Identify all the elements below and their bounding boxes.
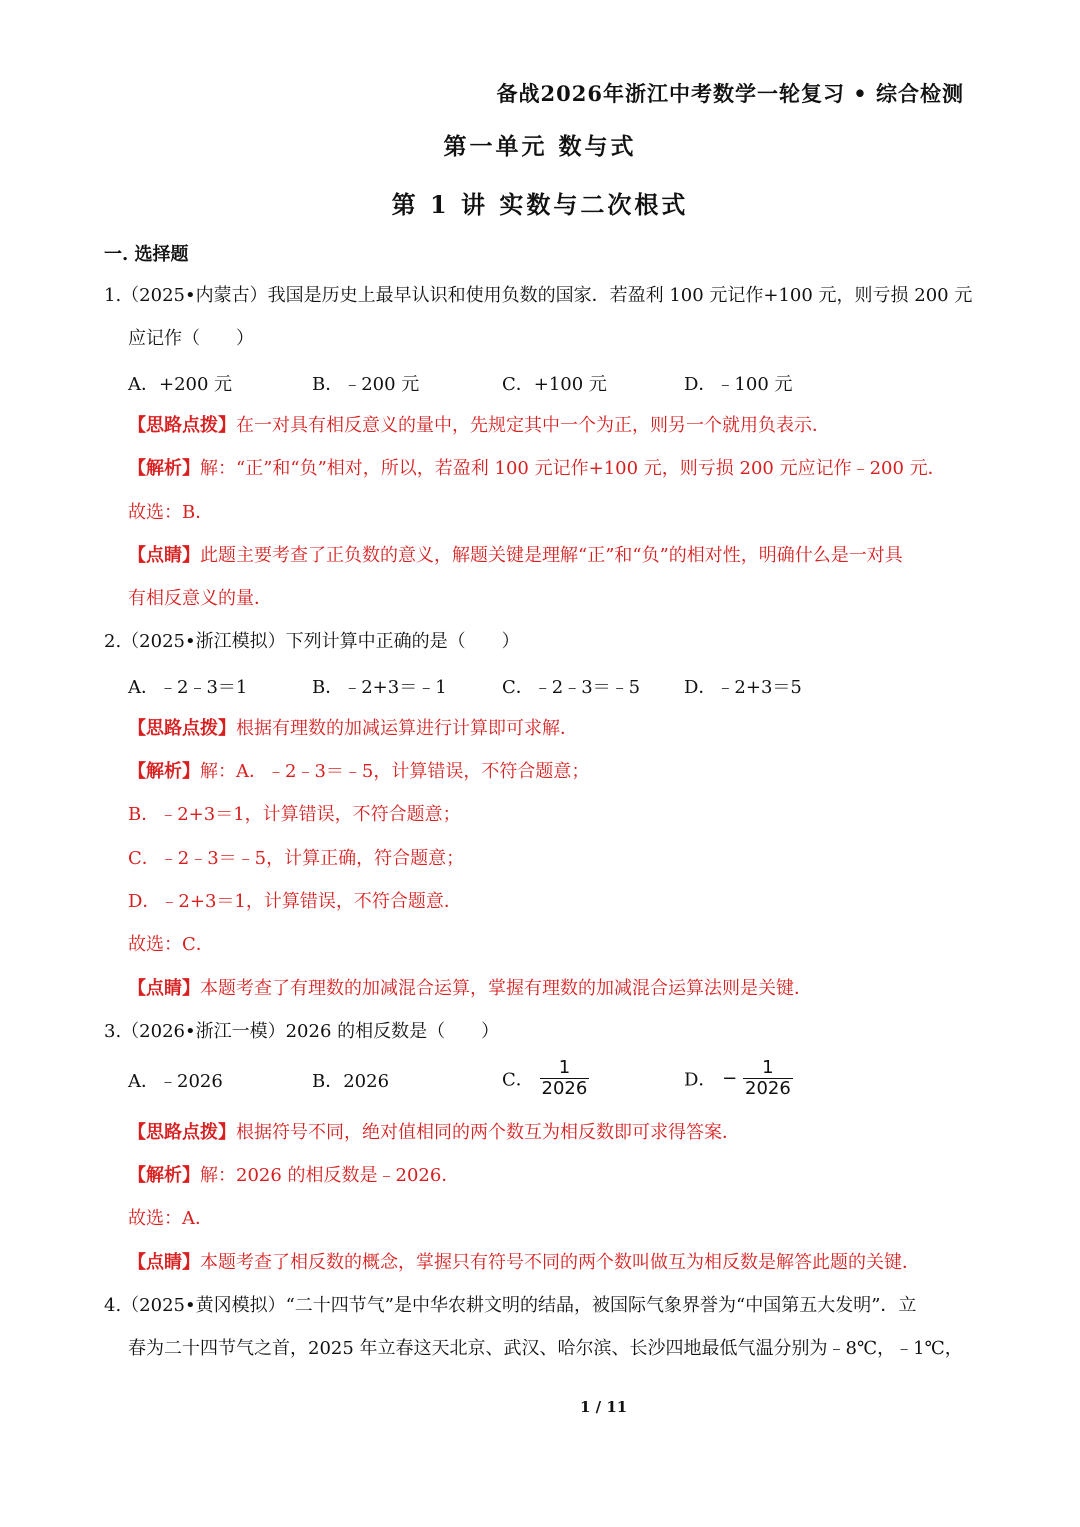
question-2-option-b: B．﹣2+3＝﹣1	[312, 677, 447, 698]
question-2-analysis-b: B．﹣2+3＝1，计算错误，不符合题意；	[128, 804, 461, 825]
comment-tag: 【点睛】	[128, 978, 200, 999]
lesson-title: 第 1 讲 实数与二次根式	[391, 190, 689, 219]
question-2-comment	[128, 976, 812, 1002]
question-1-option-b: B．﹣200 元	[312, 374, 420, 395]
question-2-stem: 2.（2025•浙江模拟）下列计算中正确的是（ ）	[104, 631, 520, 652]
fraction-numerator: 1	[558, 1057, 571, 1078]
question-4-stem-cont: 春为二十四节气之首，2025 年立春这天北京、武汉、哈尔滨、长沙四地最低气温分别为﹣8℃，﹣1℃，	[128, 1338, 963, 1359]
hint-tag: 【思路点拨】	[128, 1122, 236, 1143]
question-1-option-c: C．+100 元	[502, 374, 607, 395]
question-2-option-d: D．﹣2+3＝5	[684, 677, 802, 698]
question-1-comment	[128, 543, 903, 569]
question-3-answer: 故选：A．	[128, 1208, 213, 1229]
question-2-option-a: A．﹣2﹣3＝1	[128, 677, 248, 698]
section-title: 一. 选择题	[104, 244, 189, 265]
question-2-option-c: C．﹣2﹣3＝﹣5	[502, 677, 641, 698]
question-3-analysis	[128, 1163, 459, 1189]
analysis-text: 解：“正”和“负”相对，所以，若盈利 100 元记作+100 元，则亏损 200 元应记作﹣200 元．	[200, 458, 946, 479]
document-header-title: 备战2026年浙江中考数学一轮复习 • 综合检测	[496, 81, 964, 106]
analysis-text: 解：2026 的相反数是﹣2026．	[200, 1165, 460, 1186]
question-2-hint	[128, 716, 578, 742]
question-3-option-b: B．2026	[312, 1071, 390, 1092]
question-2-answer: 故选：C．	[128, 934, 214, 955]
analysis-text: 解：A．﹣2﹣3＝﹣5，计算错误，不符合题意；	[200, 761, 590, 782]
minus-sign: −	[722, 1068, 738, 1089]
question-1-option-d: D．﹣100 元	[684, 374, 793, 395]
analysis-tag: 【解析】	[128, 458, 200, 479]
question-2-analysis	[128, 759, 589, 785]
page-number: 1 / 11	[580, 1398, 628, 1416]
question-3-option-a: A．﹣2026	[128, 1071, 223, 1092]
analysis-tag: 【解析】	[128, 761, 200, 782]
question-3-comment	[128, 1250, 920, 1276]
question-4-stem: 4.（2025•黄冈模拟）“二十四节气”是中华农耕文明的结晶，被国际气象界誉为“中国第五大发明”．立	[104, 1295, 917, 1316]
option-d-label: D．	[684, 1069, 717, 1091]
question-2-analysis-d: D．﹣2+3＝1，计算错误，不符合题意．	[128, 891, 462, 912]
analysis-tag: 【解析】	[128, 1165, 200, 1186]
fraction-1-over-2026	[743, 1058, 793, 1099]
comment-text: 此题主要考查了正负数的意义，解题关键是理解“正”和“负”的相对性，明确什么是一对具	[200, 545, 903, 566]
question-3-stem: 3.（2026•浙江一模）2026 的相反数是（ ）	[104, 1021, 500, 1042]
unit-title: 第一单元 数与式	[443, 133, 637, 160]
fraction-1-over-2026	[540, 1058, 590, 1099]
fraction-numerator: 1	[762, 1057, 774, 1078]
question-1-comment-cont: 有相反意义的量．	[128, 588, 272, 609]
question-1-option-a: A．+200 元	[128, 374, 233, 395]
question-1-stem-cont: 应记作（ ）	[128, 328, 254, 349]
question-3-hint	[128, 1120, 740, 1146]
hint-text: 根据有理数的加减运算进行计算即可求解．	[236, 718, 578, 739]
question-3-option-d	[684, 1058, 793, 1099]
fraction-denominator: 2026	[745, 1078, 791, 1099]
hint-text: 根据符号不同，绝对值相同的两个数互为相反数即可求得答案．	[236, 1122, 740, 1143]
hint-text: 在一对具有相反意义的量中，先规定其中一个为正，则另一个就用负表示．	[236, 415, 830, 436]
comment-text: 本题考查了有理数的加减混合运算，掌握有理数的加减混合运算法则是关键．	[200, 978, 812, 999]
question-2-analysis-c: C．﹣2﹣3＝﹣5，计算正确，符合题意；	[128, 848, 465, 869]
fraction-denominator: 2026	[541, 1078, 588, 1099]
comment-tag: 【点睛】	[128, 545, 200, 566]
hint-tag: 【思路点拨】	[128, 415, 236, 436]
question-1-stem: 1.（2025•内蒙古）我国是历史上最早认识和使用负数的国家．若盈利 100 元记作+100 元，则亏损 200 元	[104, 285, 973, 306]
question-1-answer: 故选：B．	[128, 502, 214, 523]
option-c-label: C．	[502, 1069, 534, 1091]
question-1-hint	[128, 413, 830, 439]
comment-tag: 【点睛】	[128, 1252, 200, 1273]
hint-tag: 【思路点拨】	[128, 718, 236, 739]
comment-text: 本题考查了相反数的概念，掌握只有符号不同的两个数叫做互为相反数是解答此题的关键．	[200, 1252, 920, 1273]
question-1-analysis	[128, 456, 946, 482]
question-3-option-c	[502, 1058, 589, 1099]
